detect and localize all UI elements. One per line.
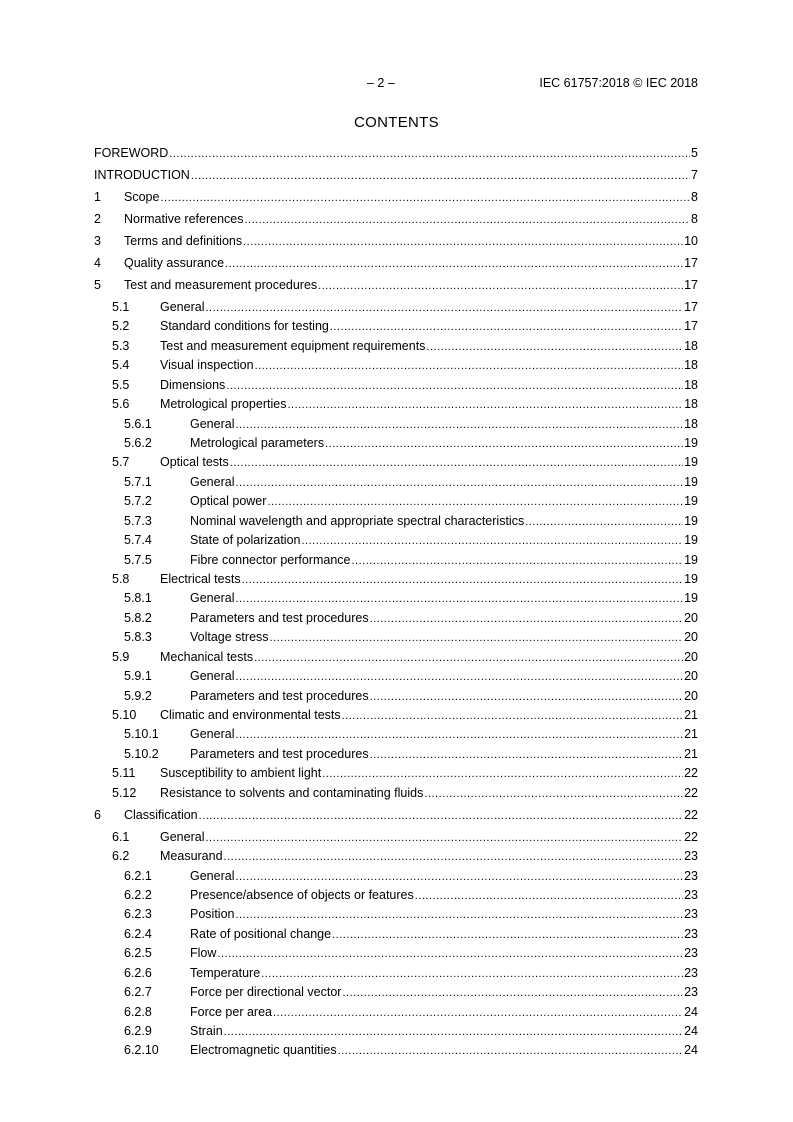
toc-entry[interactable]	[124, 688, 698, 704]
toc-leader-dots	[370, 689, 684, 705]
toc-entry-title: Parameters and test procedures	[190, 688, 369, 703]
toc-entry-title: General	[190, 591, 235, 606]
toc-entry-title: Fibre connector performance	[190, 552, 351, 567]
toc-entry-page: 20	[684, 649, 698, 664]
toc-entry-title: Rate of positional change	[190, 926, 332, 941]
toc-leader-dots	[225, 256, 683, 272]
toc-entry[interactable]	[124, 668, 698, 684]
toc-entry[interactable]	[124, 552, 698, 568]
toc-entry[interactable]	[124, 1004, 698, 1020]
toc-leader-dots	[426, 339, 683, 355]
toc-entry[interactable]	[124, 493, 698, 509]
toc-entry-title: Temperature	[190, 965, 261, 980]
toc-entry-title: Classification	[124, 807, 198, 822]
toc-entry-page: 19	[684, 513, 698, 528]
toc-entry[interactable]	[124, 435, 698, 451]
toc-entry[interactable]	[124, 965, 698, 981]
toc-entry-page: 10	[684, 234, 698, 248]
toc-leader-dots	[415, 888, 683, 904]
copyright-notice: IEC 61757:2018 © IEC 2018	[539, 76, 698, 90]
toc-entry-number: 5	[94, 278, 101, 292]
toc-entry-title: Scope	[124, 190, 160, 204]
toc-entry-page: 22	[684, 807, 698, 822]
toc-leader-dots	[332, 927, 683, 943]
toc-entry-page: 20	[684, 630, 698, 645]
toc-entry-title: Parameters and test procedures	[190, 746, 369, 761]
toc-leader-dots	[318, 278, 683, 294]
toc-leader-dots	[245, 212, 691, 228]
toc-entry-title: General	[190, 416, 235, 431]
toc-entry-page: 22	[684, 829, 698, 844]
toc-entry-number: 5.8	[112, 572, 130, 587]
toc-entry[interactable]	[124, 532, 698, 548]
toc-entry-page: 23	[684, 907, 698, 922]
toc-entry-page: 7	[691, 168, 698, 182]
toc-entry[interactable]	[124, 945, 698, 961]
toc-leader-dots	[370, 747, 684, 763]
toc-entry-page: 23	[684, 926, 698, 941]
toc-entry[interactable]	[94, 807, 698, 823]
toc-entry-number: 5.7.4	[124, 533, 152, 548]
toc-entry-title: Climatic and environmental tests	[160, 708, 341, 723]
toc-entry-page: 18	[684, 397, 698, 412]
toc-leader-dots	[230, 455, 683, 471]
toc-entry[interactable]	[124, 1042, 698, 1058]
toc-entry-page: 19	[684, 474, 698, 489]
toc-entry-title: Strain	[190, 1024, 223, 1039]
toc-entry[interactable]	[124, 984, 698, 1000]
toc-entry-number: 6.2.9	[124, 1024, 152, 1039]
toc-entry-number: 6.2.5	[124, 946, 152, 961]
toc-entry-title: Dimensions	[160, 377, 226, 392]
toc-leader-dots	[160, 190, 690, 206]
toc-entry-number: 5.11	[112, 766, 136, 781]
toc-entry-number: 6.2.6	[124, 965, 152, 980]
toc-entry[interactable]	[112, 649, 698, 665]
toc-entry[interactable]	[112, 785, 698, 801]
toc-entry[interactable]	[124, 610, 698, 626]
toc-entry-page: 21	[684, 708, 698, 723]
toc-entry[interactable]	[112, 765, 698, 781]
toc-leader-dots	[224, 1024, 683, 1040]
toc-entry-title: Optical power	[190, 494, 267, 509]
toc-entry-title: Metrological parameters	[190, 436, 325, 450]
toc-entry-number: 5.6.1	[124, 416, 152, 431]
toc-leader-dots	[302, 533, 684, 549]
toc-entry-page: 20	[684, 688, 698, 703]
toc-leader-dots	[255, 358, 684, 374]
toc-entry-title: General	[190, 474, 235, 489]
toc-leader-dots	[226, 378, 683, 394]
toc-entry-title: Mechanical tests	[160, 649, 254, 664]
toc-entry-page: 17	[684, 256, 698, 270]
toc-entry[interactable]	[112, 338, 698, 354]
page-number: – 2 –	[367, 76, 395, 90]
toc-entry-title: General	[160, 829, 205, 844]
toc-entry[interactable]	[112, 571, 698, 587]
toc-entry-page: 23	[684, 888, 698, 903]
toc-leader-dots	[224, 849, 684, 865]
toc-entry-page: 18	[684, 416, 698, 431]
toc-leader-dots	[254, 650, 683, 666]
toc-leader-dots	[525, 514, 683, 530]
toc-entry-number: 5.8.2	[124, 610, 152, 625]
toc-entry-page: 24	[684, 1004, 698, 1019]
toc-entry-number: 5.8.3	[124, 630, 152, 645]
toc-entry-number: 5.9.2	[124, 688, 152, 703]
toc-entry[interactable]	[124, 474, 698, 490]
toc-leader-dots	[273, 1005, 683, 1021]
toc-leader-dots	[342, 708, 683, 724]
toc-entry-number: 6.2.8	[124, 1004, 152, 1019]
toc-entry-page: 23	[684, 946, 698, 961]
toc-entry[interactable]	[94, 145, 698, 161]
toc-entry-title: Quality assurance	[124, 256, 225, 270]
toc-leader-dots	[205, 830, 683, 846]
toc-entry-title: Standard conditions for testing	[160, 319, 329, 334]
toc-entry[interactable]	[112, 396, 698, 412]
toc-entry-title: Resistance to solvents and contaminating fluids	[160, 785, 424, 800]
toc-entry[interactable]	[124, 590, 698, 606]
toc-entry-page: 5	[691, 146, 698, 160]
toc-entry-page: 19	[684, 591, 698, 606]
toc-entry-number: 5.9.1	[124, 669, 152, 684]
toc-entry-number: 5.2	[112, 319, 130, 334]
toc-entry[interactable]	[112, 707, 698, 723]
toc-entry-page: 20	[684, 610, 698, 625]
toc-leader-dots	[330, 319, 683, 335]
toc-entry-title: Measurand	[160, 849, 223, 864]
toc-entry[interactable]	[94, 211, 698, 227]
toc-entry-title: Terms and definitions	[124, 234, 243, 248]
toc-leader-dots	[338, 1043, 683, 1059]
toc-entry-page: 17	[684, 319, 698, 334]
toc-entry[interactable]	[112, 829, 698, 845]
toc-entry-page: 21	[684, 746, 698, 761]
toc-entry-title: General	[190, 727, 235, 742]
toc-entry-page: 19	[684, 455, 698, 470]
toc-entry-number: 5.10	[112, 708, 137, 723]
toc-entry-title: Optical tests	[160, 455, 229, 470]
toc-entry-number: 5.5	[112, 377, 130, 392]
toc-entry-number: 1	[94, 190, 101, 204]
toc-entry-page: 8	[691, 212, 698, 226]
toc-entry-number: 5.4	[112, 358, 130, 373]
toc-entry-number: 5.10.1	[124, 727, 159, 742]
toc-entry[interactable]	[112, 299, 698, 315]
toc-entry[interactable]	[124, 629, 698, 645]
toc-entry-page: 19	[684, 552, 698, 567]
toc-entry-page: 23	[684, 985, 698, 1000]
toc-leader-dots	[342, 985, 683, 1001]
toc-entry-title: General	[160, 300, 205, 314]
toc-entry-page: 18	[684, 358, 698, 373]
toc-leader-dots	[235, 591, 683, 607]
toc-entry-title: Susceptibility to ambient light	[160, 766, 322, 781]
toc-entry-number: 4	[94, 256, 101, 270]
toc-entry-title: Electromagnetic quantities	[190, 1043, 337, 1058]
toc-leader-dots	[169, 146, 690, 162]
toc-entry-title: General	[190, 868, 235, 883]
toc-entry-page: 23	[684, 849, 698, 864]
toc-entry-page: 17	[684, 278, 698, 292]
toc-entry-page: 18	[684, 377, 698, 392]
toc-entry-title: Force per area	[190, 1004, 272, 1019]
toc-entry[interactable]	[112, 377, 698, 393]
toc-entry-number: 5.12	[112, 785, 137, 800]
toc-entry[interactable]	[112, 318, 698, 334]
toc-entry[interactable]	[124, 887, 698, 903]
toc-entry-number: 5.9	[112, 649, 130, 664]
toc-leader-dots	[217, 946, 683, 962]
toc-entry-title: State of polarization	[190, 533, 301, 548]
toc-entry[interactable]	[124, 868, 698, 884]
toc-leader-dots	[199, 808, 683, 824]
toc-entry-page: 17	[684, 300, 698, 314]
page-header	[0, 76, 793, 92]
toc-entry-number: 5.1	[112, 300, 130, 314]
toc-entry-number: 6.1	[112, 829, 130, 844]
toc-entry-title: Metrological properties	[160, 397, 287, 412]
toc-entry-title: Flow	[190, 946, 217, 961]
toc-entry-page: 8	[691, 190, 698, 204]
toc-entry[interactable]	[124, 1023, 698, 1039]
toc-entry-page: 24	[684, 1043, 698, 1058]
toc-entry-number: 6.2	[112, 849, 130, 864]
toc-entry-title: Normative references	[124, 212, 244, 226]
toc-leader-dots	[352, 553, 684, 569]
toc-entry-number: 5.7.2	[124, 494, 152, 509]
toc-entry[interactable]	[94, 167, 698, 183]
toc-entry-page: 22	[684, 766, 698, 781]
toc-entry-number: 5.7	[112, 455, 130, 470]
toc-entry[interactable]	[124, 416, 698, 432]
toc-entry-title: Nominal wavelength and appropriate spectral characteristics	[190, 513, 525, 528]
toc-entry-title: Test and measurement procedures	[124, 278, 318, 292]
toc-entry[interactable]	[112, 357, 698, 373]
page-title: CONTENTS	[354, 114, 439, 131]
toc-leader-dots	[235, 669, 683, 685]
toc-leader-dots	[243, 234, 683, 250]
toc-entry-number: 3	[94, 234, 101, 248]
toc-entry-title: Test and measurement equipment requirements	[160, 338, 426, 353]
toc-entry-page: 23	[684, 965, 698, 980]
toc-leader-dots	[235, 475, 683, 491]
toc-entry-title: Force per directional vector	[190, 985, 342, 1000]
toc-entry-number: 5.6.2	[124, 436, 152, 450]
toc-entry-title: Presence/absence of objects or features	[190, 888, 414, 903]
toc-entry-number: 6	[94, 807, 101, 822]
toc-entry[interactable]	[94, 189, 698, 205]
toc-entry[interactable]	[124, 726, 698, 742]
toc-entry-number: 5.10.2	[124, 746, 159, 761]
toc-entry-page: 21	[684, 727, 698, 742]
toc-leader-dots	[191, 168, 690, 184]
toc-entry-title: INTRODUCTION	[94, 168, 190, 182]
toc-leader-dots	[325, 436, 683, 452]
toc-entry-page: 24	[684, 1024, 698, 1039]
toc-entry-page: 19	[684, 533, 698, 548]
toc-entry[interactable]	[124, 926, 698, 942]
toc-entry-number: 5.8.1	[124, 591, 152, 606]
toc-entry[interactable]	[124, 746, 698, 762]
toc-leader-dots	[322, 766, 683, 782]
toc-entry-number: 2	[94, 212, 101, 226]
toc-entry-page: 18	[684, 338, 698, 353]
toc-entry-number: 6.2.3	[124, 907, 152, 922]
toc-entry[interactable]	[112, 454, 698, 470]
toc-leader-dots	[242, 572, 684, 588]
toc-entry-page: 23	[684, 868, 698, 883]
toc-leader-dots	[287, 397, 683, 413]
toc-leader-dots	[205, 300, 683, 316]
toc-entry-title: Parameters and test procedures	[190, 610, 369, 625]
toc-entry-title: FOREWORD	[94, 146, 169, 160]
toc-leader-dots	[235, 907, 683, 923]
toc-entry[interactable]	[94, 277, 698, 293]
toc-entry-title: General	[190, 669, 235, 684]
toc-entry-number: 5.7.5	[124, 552, 152, 567]
toc-entry-title: Electrical tests	[160, 572, 241, 587]
toc-entry-page: 19	[684, 494, 698, 509]
toc-entry[interactable]	[124, 906, 698, 922]
toc-entry-number: 5.7.1	[124, 474, 152, 489]
toc-leader-dots	[267, 494, 683, 510]
toc-entry-page: 22	[684, 785, 698, 800]
toc-leader-dots	[235, 727, 683, 743]
toc-entry-page: 19	[684, 572, 698, 587]
toc-entry[interactable]	[94, 233, 698, 249]
toc-entry-number: 6.2.7	[124, 985, 152, 1000]
toc-leader-dots	[261, 966, 683, 982]
toc-leader-dots	[235, 869, 683, 885]
toc-entry[interactable]	[124, 513, 698, 529]
toc-entry-title: Visual inspection	[160, 358, 254, 373]
toc-entry-number: 6.2.4	[124, 926, 152, 941]
toc-entry-title: Voltage stress	[190, 630, 269, 645]
toc-leader-dots	[235, 417, 683, 433]
toc-entry-number: 6.2.2	[124, 888, 152, 903]
toc-entry-number: 6.2.10	[124, 1043, 159, 1058]
toc-entry-title: Position	[190, 907, 235, 922]
toc-entry[interactable]	[94, 255, 698, 271]
toc-leader-dots	[370, 611, 684, 627]
toc-entry-number: 6.2.1	[124, 868, 152, 883]
toc-leader-dots	[270, 630, 684, 646]
toc-entry-number: 5.6	[112, 397, 130, 412]
toc-entry-number: 5.7.3	[124, 513, 152, 528]
toc-entry-page: 19	[684, 436, 698, 450]
toc-entry-page: 20	[684, 669, 698, 684]
toc-entry-number: 5.3	[112, 338, 130, 353]
toc-entry[interactable]	[112, 848, 698, 864]
toc-leader-dots	[424, 786, 683, 802]
